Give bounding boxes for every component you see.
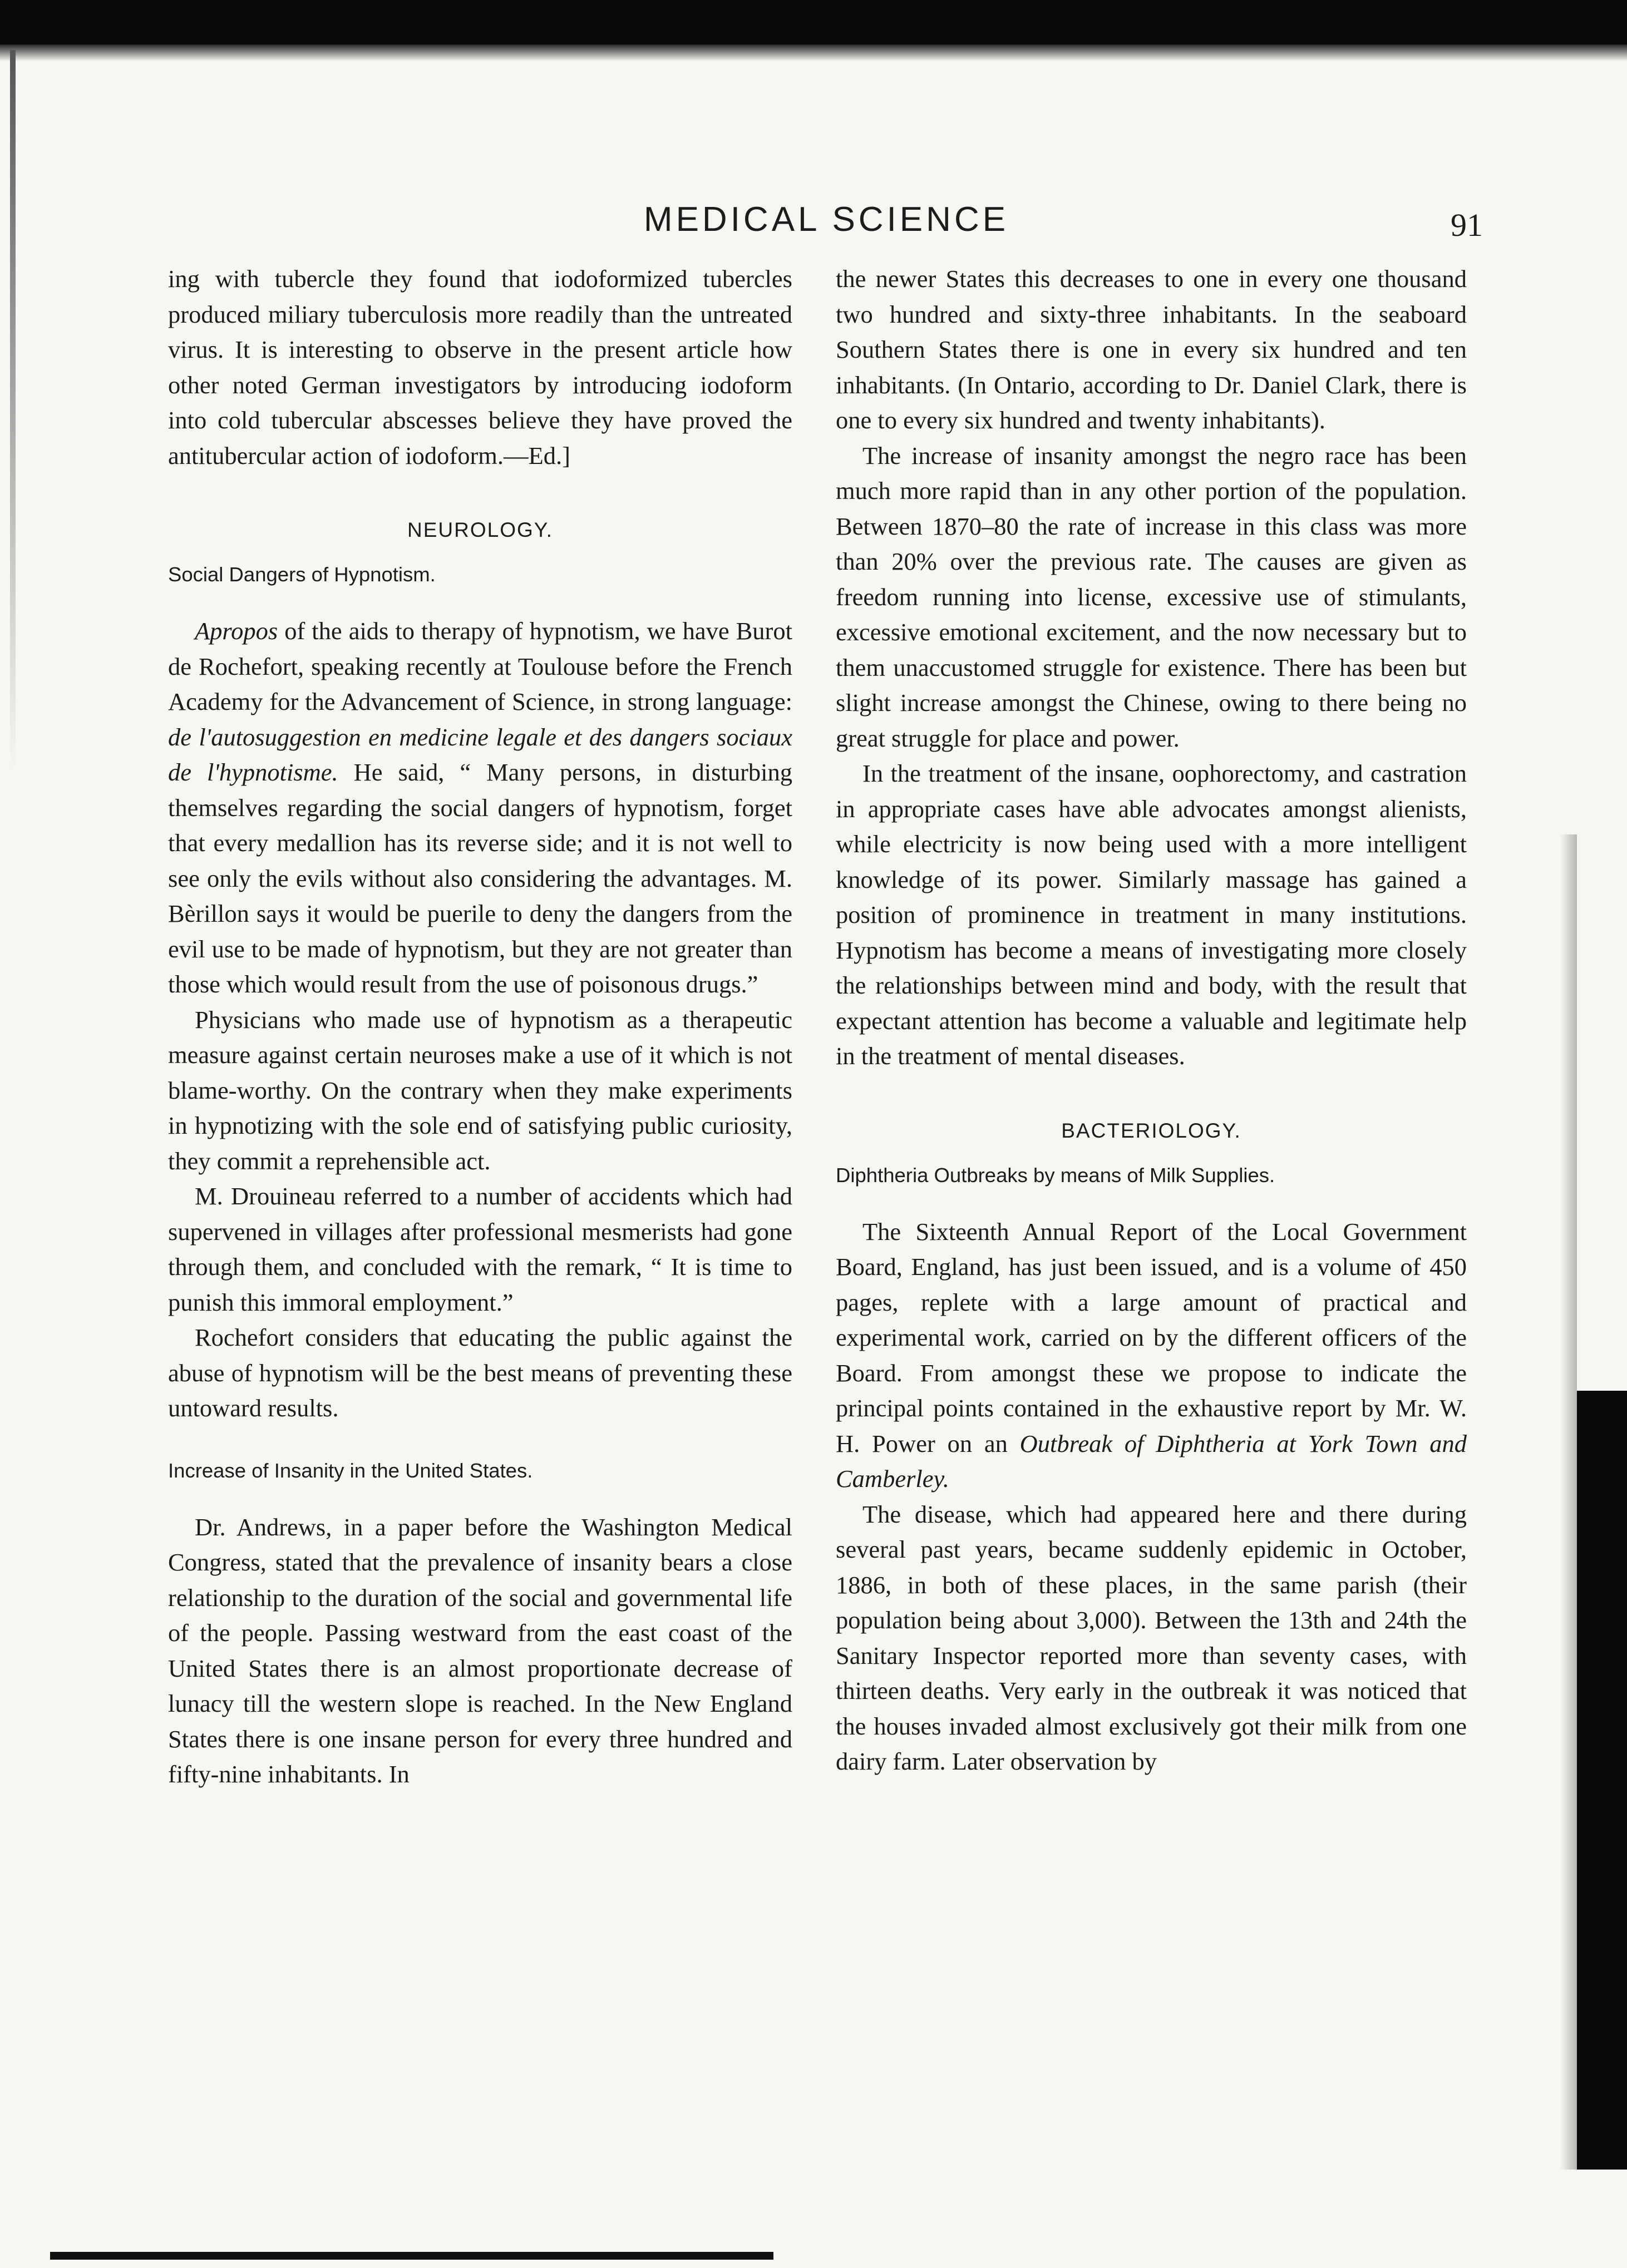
french-title-italic: de l'autosuggestion en medicine legale et des dangers sociaux de l'hypnotisme.	[168, 723, 792, 786]
scan-border-top	[0, 0, 1627, 45]
insanity-para-1: Dr. Andrews, in a paper before the Washington Medical Congress, stated that the prevalence of insanity bears a close relationship to the duration of the social and governmental life of the people. Passing westward from the east coast of the United States there is an almost proportionate decrease of lunacy till the western slope is reached. In the New England States there is one insane person for every three hundred and fifty-nine inhabitants. In	[168, 1513, 792, 1788]
hypnotism-para-1-text-b: He said, “ Many persons, in disturbing themselves regarding the social dangers of hypnotism, forget that every medallion has its reverse side; and it is not well to see only the evils without also considering the advantages. M. Bèrillon says it would be puerile to deny the dangers from the evil use to be made of hypnotism, but they are not greater than those which would result from the use of poisonous drugs.”	[168, 758, 793, 998]
insanity-para-1-cont: the newer States this decreases to one in every one thousand two hundred and sixty-three inhabitants. In the seaboard Southern States there is one in every six hundred and ten inhabitants. (In Ontario, according to Dr. Daniel Clark, there is one to every six hundred and twenty inhabitants).	[836, 265, 1467, 434]
insanity-para-3: In the treatment of the insane, oophorectomy, and castration in appropriate cases have able advocates amongst alienists, while electricity is now being used with a more intelligent knowledge of its power. Similarly massage has gained a position of prominence in treatment in many institutions. Hypnotism has become a means of investigating more closely the relationships between mind and body, with the result that expectant attention has become a valuable and legitimate help in the treatment of mental diseases.	[836, 759, 1467, 1070]
scan-border-bottom	[50, 2252, 773, 2260]
running-title: MEDICAL SCIENCE	[643, 200, 1009, 239]
left-column	[168, 261, 792, 1792]
tuberculosis-para-end: ing with tubercle they found that iodoformized tubercles produced miliary tuberculosis more readily than the untreated virus. It is interesting to observe in the present article how other noted German investigators by introducing iodoform into cold tubercular abscesses believe they have proved the antitubercular action of iodoform.—Ed.]	[168, 265, 792, 470]
hypnotism-para-4: Rochefort considers that educating the public against the abuse of hypnotism will be the best means of preventing these untoward results.	[168, 1323, 792, 1422]
hypnotism-para-2: Physicians who made use of hypnotism as a therapeutic measure against certain neuroses make a use of it which is not blame-worthy. On the contrary when they make experiments in hypnotizing with the sole end of satisfying public curiosity, they commit a reprehensible act.	[168, 1005, 792, 1175]
diphtheria-para-1-text: The Sixteenth Annual Report of the Local Government Board, England, has just been issued, and is a volume of 450 pages, replete with a large amount of practical and experimental work, carried on by the different officers of the Board. From amongst these we propose to indicate the principal points contained in the exhaustive report by Mr. W. H. Power on an	[836, 1217, 1467, 1457]
page-number: 91	[1451, 207, 1483, 243]
diphtheria-subheading: Diphtheria Outbreaks by means of Milk Supplies.	[836, 1163, 1275, 1187]
bacteriology-heading: BACTERIOLOGY.	[1061, 1119, 1241, 1142]
insanity-subheading: Increase of Insanity in the United States.	[168, 1459, 533, 1482]
right-column	[836, 261, 1467, 1780]
scan-shadow-right	[1560, 834, 1577, 2170]
hypnotism-para-3: M. Drouineau referred to a number of accidents which had supervened in villages after professional mesmerists had gone through them, and concluded with the remark, “ It is time to punish this immoral employment.”	[168, 1182, 792, 1316]
scan-edge-left	[10, 50, 16, 773]
outbreak-title-italic: Outbreak of Diphtheria at York Town and Camberley.	[836, 1429, 1467, 1493]
apropos-italic: Apropos	[195, 617, 278, 645]
diphtheria-para-1	[836, 1214, 1467, 1497]
scan-shadow-top	[0, 45, 1627, 61]
insanity-para-2: The increase of insanity amongst the negro race has been much more rapid than in any other portion of the population. Between 1870–80 the rate of increase in this class was more than 20% over the previous rate. The causes are given as freedom running into license, excessive use of stimulants, excessive emotional excitement, and the now necessary but to them unaccustomed struggle for existence. There has been but slight increase amongst the Chinese, owing to there being no great struggle for place and power.	[836, 441, 1467, 752]
hypnotism-para-1-text-a: of the aids to therapy of hypnotism, we have Burot de Rochefort, speaking recently at Toulouse before the French Academy for the Advancement of Science, in strong language:	[168, 617, 792, 715]
hypnotism-para-1	[168, 614, 792, 1002]
diphtheria-para-2: The disease, which had appeared here and there during several past years, became suddenly epidemic in October, 1886, in both of these places, in the same parish (their population being about 3,000). Between the 13th and 24th the Sanitary Inspector reported more than seventy cases, with thirteen deaths. Very early in the outbreak it was noticed that the houses invaded almost exclusively got their milk from one dairy farm. Later observation by	[836, 1500, 1467, 1775]
hypnotism-subheading: Social Dangers of Hypnotism.	[168, 563, 436, 586]
scan-border-right	[1577, 1391, 1627, 2170]
neurology-heading: NEUROLOGY.	[407, 518, 553, 541]
